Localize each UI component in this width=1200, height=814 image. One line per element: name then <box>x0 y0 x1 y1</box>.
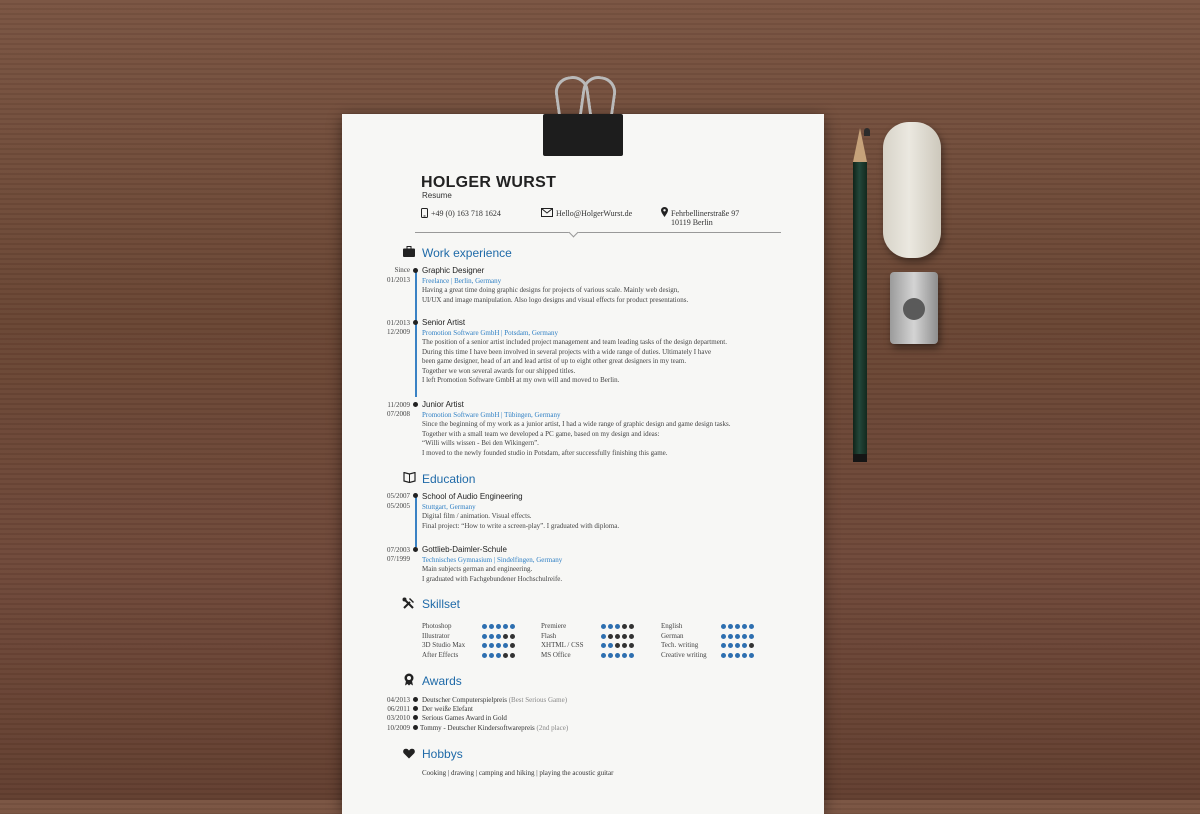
skill-label: Premiere <box>541 622 567 630</box>
award-note: (2nd place) <box>536 724 569 732</box>
edu-date-start: 07/2003 <box>387 546 410 554</box>
skill-dot-filled <box>608 643 613 648</box>
award-name: Deutscher Computerspielpreis <box>422 696 507 704</box>
skill-dot-filled <box>482 653 487 658</box>
skill-dot-filled <box>735 634 740 639</box>
skill-label: After Effects <box>422 651 459 659</box>
award-date: 06/2011 <box>387 705 410 713</box>
skill-dot-filled <box>482 624 487 629</box>
timeline-dot <box>413 493 418 498</box>
skillset-title: Skillset <box>422 597 461 611</box>
skill-dot-empty <box>749 643 754 648</box>
skill-dot-filled <box>482 643 487 648</box>
skill-dot-filled <box>735 624 740 629</box>
work-timeline <box>415 272 417 397</box>
binder-clip <box>543 114 623 156</box>
skill-dot-filled <box>721 653 726 658</box>
phone-number: +49 (0) 163 718 1624 <box>431 209 501 218</box>
desc-line: UI/UX and image manipulation. Also logo designs and visual effects for product presentations. <box>422 295 689 304</box>
skill-dot-filled <box>735 643 740 648</box>
award-name: Tommy - Deutscher Kindersoftwarepreis <box>420 724 535 732</box>
skill-dot-empty <box>622 634 627 639</box>
skill-dot-filled <box>721 643 726 648</box>
job-place: Promotion Software GmbH | Potsdam, Germany <box>422 329 558 337</box>
award-item <box>422 714 507 722</box>
skill-label: English <box>661 622 683 630</box>
skill-label: XHTML / CSS <box>541 641 584 649</box>
desc-line: I moved to the newly founded studio in Potsdam, after successfully finishing this game. <box>422 448 668 457</box>
education-timeline <box>415 497 417 547</box>
job-date-start: 01/2013 <box>387 319 410 327</box>
skill-dot-filled <box>496 634 501 639</box>
award-date: 03/2010 <box>387 714 410 722</box>
skill-dot-empty <box>622 643 627 648</box>
job-role: Junior Artist <box>422 400 464 409</box>
skill-dot-filled <box>728 643 733 648</box>
skill-dot-filled <box>510 624 515 629</box>
skill-dot-empty <box>510 634 515 639</box>
phone-icon <box>421 208 428 218</box>
header-divider <box>415 232 781 233</box>
skill-dot-empty <box>615 634 620 639</box>
skill-dot-filled <box>728 634 733 639</box>
desc-line: Main subjects german and engineering. <box>422 565 533 573</box>
skill-dot-empty <box>608 634 613 639</box>
medal-icon <box>403 673 415 689</box>
desc-line: Having a great time doing graphic designs for projects of various scale. Mainly web design, <box>422 286 679 294</box>
job-place: Freelance | Berlin, Germany <box>422 277 502 285</box>
skill-label: Flash <box>541 632 557 640</box>
skill-dot-filled <box>742 653 747 658</box>
skill-dot-filled <box>489 634 494 639</box>
hobbys-list: Cooking | drawing | camping and hiking | playing the acoustic guitar <box>422 769 614 777</box>
address-line-2: 10119 Berlin <box>671 218 713 227</box>
skill-dot-filled <box>749 624 754 629</box>
location-pin-icon <box>661 207 668 217</box>
skill-dot-filled <box>608 653 613 658</box>
skill-dot-filled <box>496 653 501 658</box>
desc-line: “Willi wills wissen - Bei den Wikingern”. <box>422 439 539 447</box>
address-line-1: Fehrbellinerstraße 97 <box>671 209 740 218</box>
skill-dot-filled <box>601 643 606 648</box>
skill-dot-filled <box>622 653 627 658</box>
award-item <box>422 696 567 704</box>
award-date: 04/2013 <box>387 696 410 704</box>
desc-line: Together with a small team we developed a PC game, based on my design and ideas: <box>422 429 660 438</box>
education-title: Education <box>422 472 476 486</box>
skill-dot-filled <box>742 634 747 639</box>
timeline-dot <box>413 402 418 407</box>
skill-dot-filled <box>721 634 726 639</box>
desc-line: Final project: “How to write a screen-play”. I graduated with diploma. <box>422 521 620 530</box>
tools-icon <box>402 597 415 613</box>
job-role: Senior Artist <box>422 318 466 327</box>
award-item <box>422 705 473 713</box>
resume-subtitle: Resume <box>422 191 452 200</box>
skill-dot-filled <box>482 634 487 639</box>
eraser <box>883 122 941 258</box>
skill-dot-filled <box>615 624 620 629</box>
skill-dot-filled <box>601 653 606 658</box>
desc-line: I left Promotion Software GmbH at my own will and moved to Berlin. <box>422 376 620 384</box>
skill-dot-filled <box>503 643 508 648</box>
award-name: Serious Games Award in Gold <box>422 714 507 722</box>
award-note: (Best Serious Game) <box>508 696 568 704</box>
skill-dot-empty <box>510 643 515 648</box>
skill-dot-empty <box>503 634 508 639</box>
skill-dot-filled <box>742 624 747 629</box>
skill-dot-empty <box>622 624 627 629</box>
skill-dot-empty <box>510 653 515 658</box>
skill-label: Photoshop <box>422 622 452 630</box>
skill-label: Creative writing <box>661 651 707 659</box>
envelope-icon <box>541 208 553 217</box>
skill-dot-filled <box>742 643 747 648</box>
skill-dot-filled <box>496 643 501 648</box>
award-date: 10/2009 <box>387 724 410 732</box>
skill-dot-filled <box>615 653 620 658</box>
edu-date-start: 05/2007 <box>387 492 410 500</box>
award-dot <box>413 715 418 720</box>
edu-date-end: 07/1999 <box>387 555 410 563</box>
edu-description <box>422 512 619 531</box>
skill-dot-empty <box>629 624 634 629</box>
skill-dot-filled <box>601 624 606 629</box>
skill-dot-empty <box>615 643 620 648</box>
pencil-sharpener <box>890 272 938 344</box>
skill-dot-filled <box>496 624 501 629</box>
job-date-start: 11/2009 <box>387 401 410 409</box>
desc-line: During this time I have been involved in several projects with a wide range of duties. Ultimately I have <box>422 347 712 356</box>
book-icon <box>403 472 416 486</box>
skill-dot-empty <box>503 653 508 658</box>
timeline-dot <box>413 320 418 325</box>
edu-place: Stuttgart, Germany <box>422 503 476 511</box>
skill-label: MS Office <box>541 651 571 659</box>
skill-dot-filled <box>728 624 733 629</box>
skill-dot-filled <box>749 653 754 658</box>
job-date-end: 01/2013 <box>387 276 410 284</box>
job-description <box>422 286 688 305</box>
email-address[interactable]: Hello@HolgerWurst.de <box>556 209 633 218</box>
email-contact <box>541 208 632 218</box>
award-name: Der weiße Elefant <box>422 705 473 713</box>
job-role: Graphic Designer <box>422 266 485 275</box>
award-dot <box>413 706 418 711</box>
briefcase-icon <box>403 246 415 260</box>
skill-dot-filled <box>608 624 613 629</box>
award-dot <box>413 697 418 702</box>
job-date-start: Since <box>394 266 410 274</box>
address-contact <box>661 207 739 218</box>
hobbys-title: Hobbys <box>422 747 463 761</box>
skill-dot-filled <box>728 653 733 658</box>
edu-date-end: 05/2005 <box>387 502 410 510</box>
job-date-end: 12/2009 <box>387 328 410 336</box>
edu-school: School of Audio Engineering <box>422 492 523 501</box>
skill-dot-empty <box>629 643 634 648</box>
desc-line: Together we won several awards for our shipped titles. <box>422 366 576 375</box>
skill-label: German <box>661 632 684 640</box>
work-experience-title: Work experience <box>422 246 512 260</box>
resume-name: HOLGER WURST <box>421 174 557 191</box>
job-place: Promotion Software GmbH | Tübingen, Germany <box>422 411 561 419</box>
heart-icon <box>403 748 415 762</box>
award-dot <box>413 725 418 730</box>
job-date-end: 07/2008 <box>387 410 410 418</box>
edu-description <box>422 565 562 584</box>
skill-dot-filled <box>749 634 754 639</box>
desc-line: been game designer, head of art and lead artist of up to eight other great designers in my team. <box>422 357 687 365</box>
timeline-dot <box>413 547 418 552</box>
phone-contact <box>421 208 501 218</box>
pencil <box>853 128 867 462</box>
skill-dot-filled <box>503 624 508 629</box>
skill-dot-filled <box>489 653 494 658</box>
desc-line: I graduated with Fachgebundener Hochschulreife. <box>422 574 563 583</box>
awards-title: Awards <box>422 674 462 688</box>
award-item <box>420 724 568 732</box>
skill-dot-filled <box>601 634 606 639</box>
skill-dot-filled <box>721 624 726 629</box>
skill-label: 3D Studio Max <box>422 641 466 649</box>
skill-label: Illustrator <box>422 632 450 640</box>
skill-dot-filled <box>489 624 494 629</box>
desc-line: Digital film / animation. Visual effects. <box>422 512 532 520</box>
edu-place: Technisches Gymnasium | Sindelfingen, Germany <box>422 556 563 564</box>
skill-dot-filled <box>629 653 634 658</box>
desc-line: The position of a senior artist included project management and team leading tasks of the design department. <box>422 338 727 346</box>
desc-line: Since the beginning of my work as a junior artist, I had a wide range of graphic design and game design tasks. <box>422 420 731 428</box>
job-description <box>422 420 731 458</box>
skill-dot-empty <box>629 634 634 639</box>
skill-label: Tech. writing <box>661 641 699 649</box>
timeline-dot <box>413 268 418 273</box>
skill-dot-filled <box>489 643 494 648</box>
edu-school: Gottlieb-Daimler-Schule <box>422 545 507 554</box>
job-description <box>422 338 727 386</box>
skill-dot-filled <box>735 653 740 658</box>
